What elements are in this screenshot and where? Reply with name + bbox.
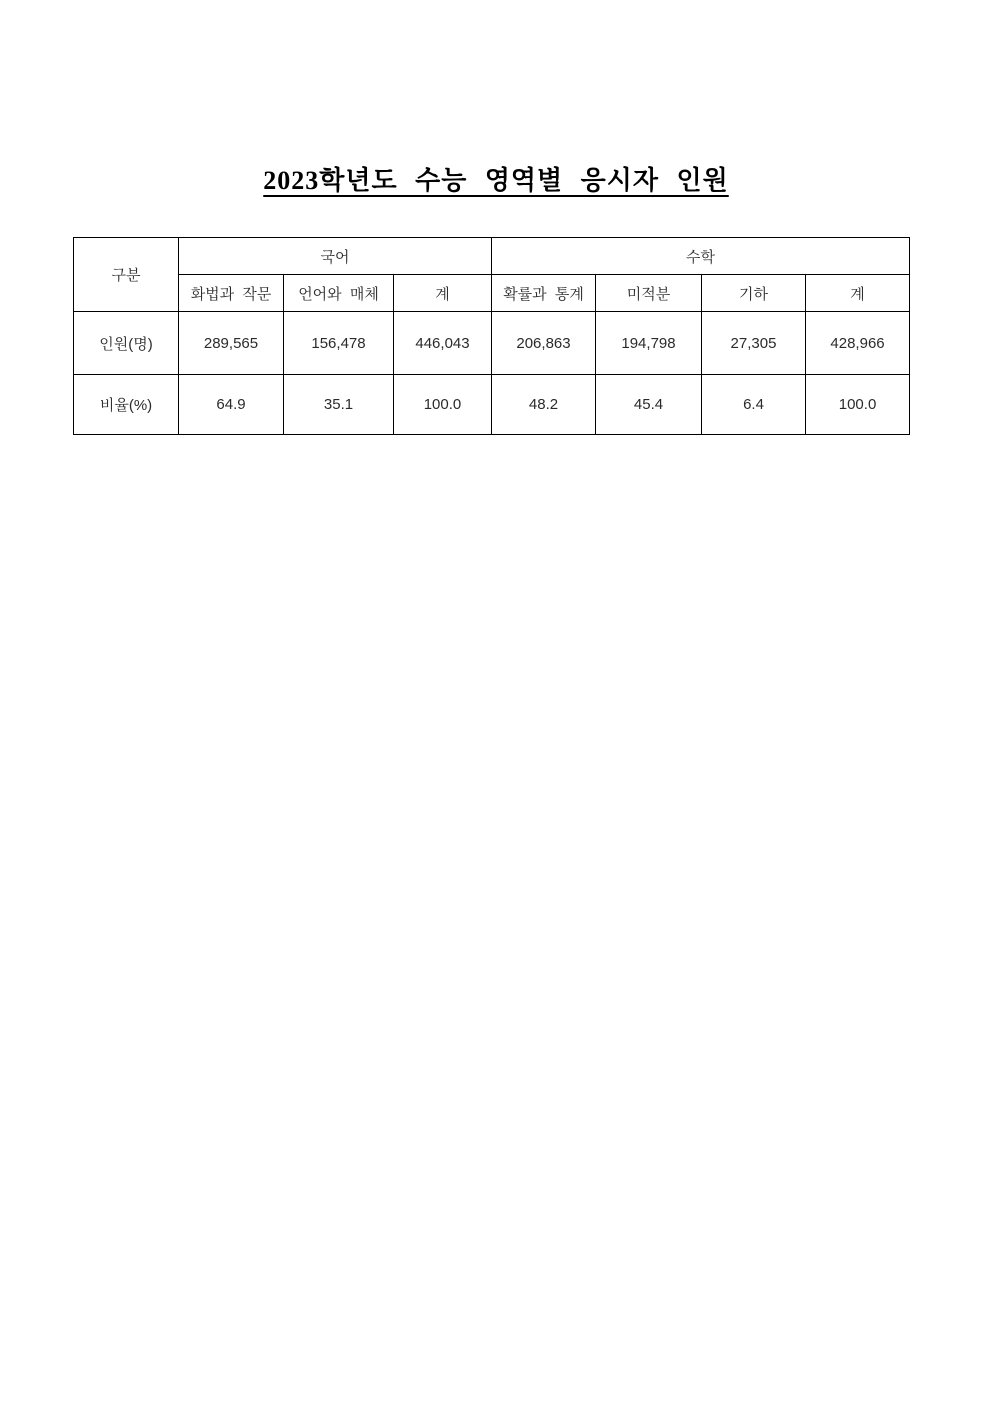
data-cell: 446,043 — [394, 312, 492, 375]
data-cell: 100.0 — [394, 375, 492, 435]
data-cell: 100.0 — [806, 375, 910, 435]
data-cell: 289,565 — [179, 312, 284, 375]
table-row-count — [74, 312, 910, 375]
data-cell: 27,305 — [702, 312, 806, 375]
subheader-prob-stat: 확률과 통계 — [492, 275, 596, 312]
subheader-language-media: 언어와 매체 — [284, 275, 394, 312]
row-label-count: 인원(명) — [74, 312, 179, 375]
data-cell: 156,478 — [284, 312, 394, 375]
data-cell: 6.4 — [702, 375, 806, 435]
applicants-table — [73, 237, 910, 435]
data-cell: 48.2 — [492, 375, 596, 435]
corner-header-cell: 구분 — [74, 238, 179, 312]
data-cell: 64.9 — [179, 375, 284, 435]
subheader-math-total: 계 — [806, 275, 910, 312]
row-label-ratio: 비율(%) — [74, 375, 179, 435]
data-cell: 428,966 — [806, 312, 910, 375]
data-cell: 35.1 — [284, 375, 394, 435]
table-row-subheader — [74, 275, 910, 312]
data-cell: 206,863 — [492, 312, 596, 375]
group-header-math: 수학 — [492, 238, 910, 275]
group-header-korean: 국어 — [179, 238, 492, 275]
table-row-group-header — [74, 238, 910, 275]
table-row-ratio — [74, 375, 910, 435]
data-cell: 194,798 — [596, 312, 702, 375]
subheader-calculus: 미적분 — [596, 275, 702, 312]
subheader-korean-total: 계 — [394, 275, 492, 312]
page-title: 2023학년도 수능 영역별 응시자 인원 — [263, 166, 729, 195]
data-cell: 45.4 — [596, 375, 702, 435]
subheader-geometry: 기하 — [702, 275, 806, 312]
subheader-speech-writing: 화법과 작문 — [179, 275, 284, 312]
